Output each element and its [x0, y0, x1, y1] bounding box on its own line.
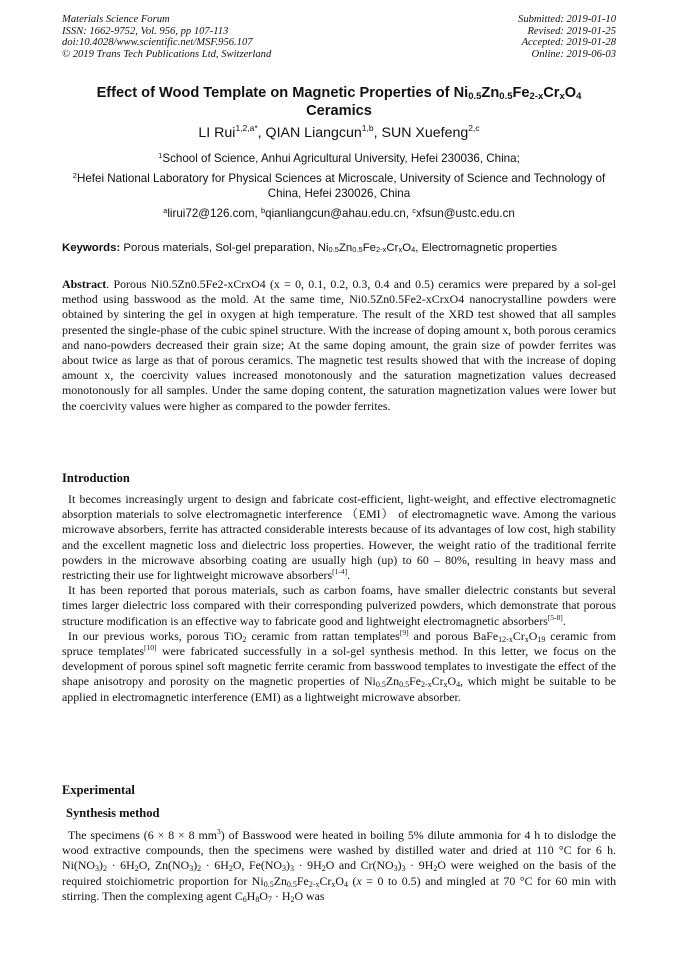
- date-revised: Revised: 2019-01-25: [527, 25, 616, 37]
- journal-issn: ISSN: 1662-9752, Vol. 956, pp 107-113: [62, 25, 229, 37]
- experimental-heading: Experimental: [62, 783, 135, 797]
- journal-copyright: © 2019 Trans Tech Publications Ltd, Switzerland: [62, 48, 272, 60]
- date-online: Online: 2019-06-03: [531, 48, 616, 60]
- paper-title: Effect of Wood Template on Magnetic Properties of $Ni_{0.5}Zn_{0.5}Fe_{2-x}Cr_xO_4$ Ceramics: [96, 85, 582, 119]
- intro-paragraph-1: It becomes increasingly urgent to design and fabricate cost-efficient, light-weight, and effective electromagnetic absorption materials to solve electromagnetic interference （EMI） of electromagnetic wave. Among the various microwave absorbers, ferrite has attracted considerable interests because of its advantages of low cost, high stability and the excellent magnetic loss and dielectric loss properties. However, the weight ratio of the traditional ferrite powders in the microwave absorbing coating are usually high (up) to 60 – 80%, resulting in heavy mass and restricting their use for lightweight microwave absorbers[1-4].: [62, 492, 616, 583]
- affiliation-1: $^1$School of Science, Anhui Agricultural University, Hefei 230036, China;: [158, 151, 520, 165]
- introduction-heading: Introduction: [62, 471, 130, 485]
- date-accepted: Accepted: 2019-01-28: [521, 37, 616, 49]
- intro-paragraph-2: It has been reported that porous materials, such as carbon foams, have smaller dielectric constants but several times larger dielectric loss compared with their corresponding pulverized powders, which demonstrate that porous structure modification is an effective way to fabricate good and lightweight electromagnetic absorbers[5-8].: [62, 583, 616, 628]
- title-line-2: Ceramics: [306, 103, 372, 119]
- synthesis-body: [62, 828, 616, 904]
- keywords-label: Keywords:: [62, 242, 121, 254]
- synthesis-paragraph: The specimens (6 × 8 × 8 $mm^3$) of Basswood were heated in boiling 5% dilute ammonia for 4 h to dislodge the wood extractive compounds, then the specimens were washed by distilled water and dried at 110 °C for 6 h. $Ni(NO_3)_2 \cdot 6H_2O$, $Zn(NO_3)_2 \cdot 6H_2O$, $Fe(NO_3)_3 \cdot 9H_2O$ and $Cr(NO_3)_3 \cdot 9H_2O$ were weighed on the basis of the required stoichiometric proportion for $Ni_{0.5}Zn_{0.5}Fe_{2-x}Cr_xO_4$ (x = 0 to 0.5) and mingled at 70 °C for 60 min with stirring. Then the complexing agent $C_6H_8O_7 \cdot H_2O$ was: [62, 827, 617, 904]
- submission-dates: [416, 14, 616, 60]
- journal-name: Materials Science Forum: [62, 14, 170, 25]
- synthesis-method-heading: Synthesis method: [66, 806, 160, 820]
- date-submitted: Submitted: 2019-01-10: [518, 14, 616, 25]
- abstract-label: Abstract: [62, 277, 107, 291]
- keywords: Keywords: Porous materials, Sol-gel preparation, $Ni_{0.5}Zn_{0.5}Fe_{2-x}Cr_xO_4$, Electromagnetic properties: [62, 242, 558, 254]
- intro-paragraph-3: In our previous works, porous TiO$_2$ ceramic from rattan templates[9] and porous $BaFe_{12-x}Cr_xO_{19}$ ceramic from spruce templates[10] were fabricated successfully in a sol-gel synthesis method. In this letter, we focus on the development of porous spinel soft magnetic ferrite ceramic from basswood templates to investigate the effect of the shape anisotropy and porosity on the magnetic properties of $Ni_{0.5}Zn_{0.5}Fe_{2-x}Cr_xO_4$, which might be suitable to be applied in electromagnetic interference (EMI) as a lightweight microwave absorber.: [62, 627, 617, 704]
- introduction-body: [62, 492, 616, 705]
- abstract-text: . Porous Ni0.5Zn0.5Fe2-xCrxO4 (x = 0, 0.1, 0.2, 0.3, 0.4 and 0.5) ceramics were prepared by a sol-gel method using basswood as the mold. At the same time, Ni0.5Zn0.5Fe2-xCrxO4 nanocrystalline powders were obtained by sintering the gel in oxygen at high temperature. The result of the XRD test showed that all samples presented the single-phase of the cubic spinel structure. With the increase of doping amount x, both porous ceramics and nano-powders decreased their grain size; At the same doping amount, the grain size of powder ferrites was about twice as large as that of porous ceramics. The magnetic test results showed that with the increase of doping amount x, the coercivity values increased monotonously and the saturation magnetization values decreased monotonously for all samples. Under the same doping content, the saturation magnetization values were lower but the coercivity values were higher as compared to the powder ferrites.: [62, 277, 616, 413]
- journal-doi: doi:10.4028/www.scientific.net/MSF.956.107: [62, 37, 253, 49]
- abstract: [62, 277, 616, 414]
- affiliation-2: $^2$Hefei National Laboratory for Physical Sciences at Microscale, University of Science and Technology of China, Hefei 230026, China: [72, 171, 606, 200]
- author-list: LI Rui$^{1,2,a*}$, QIAN Liangcun$^{1,b}$, SUN Xuefeng$^{2,c}$: [198, 123, 480, 141]
- journal-info: [62, 14, 362, 60]
- author-emails: $^a$lirui72@126.com, $^b$qianliangcun@ahau.edu.cn, $^c$xfsun@ustc.edu.cn: [163, 206, 515, 220]
